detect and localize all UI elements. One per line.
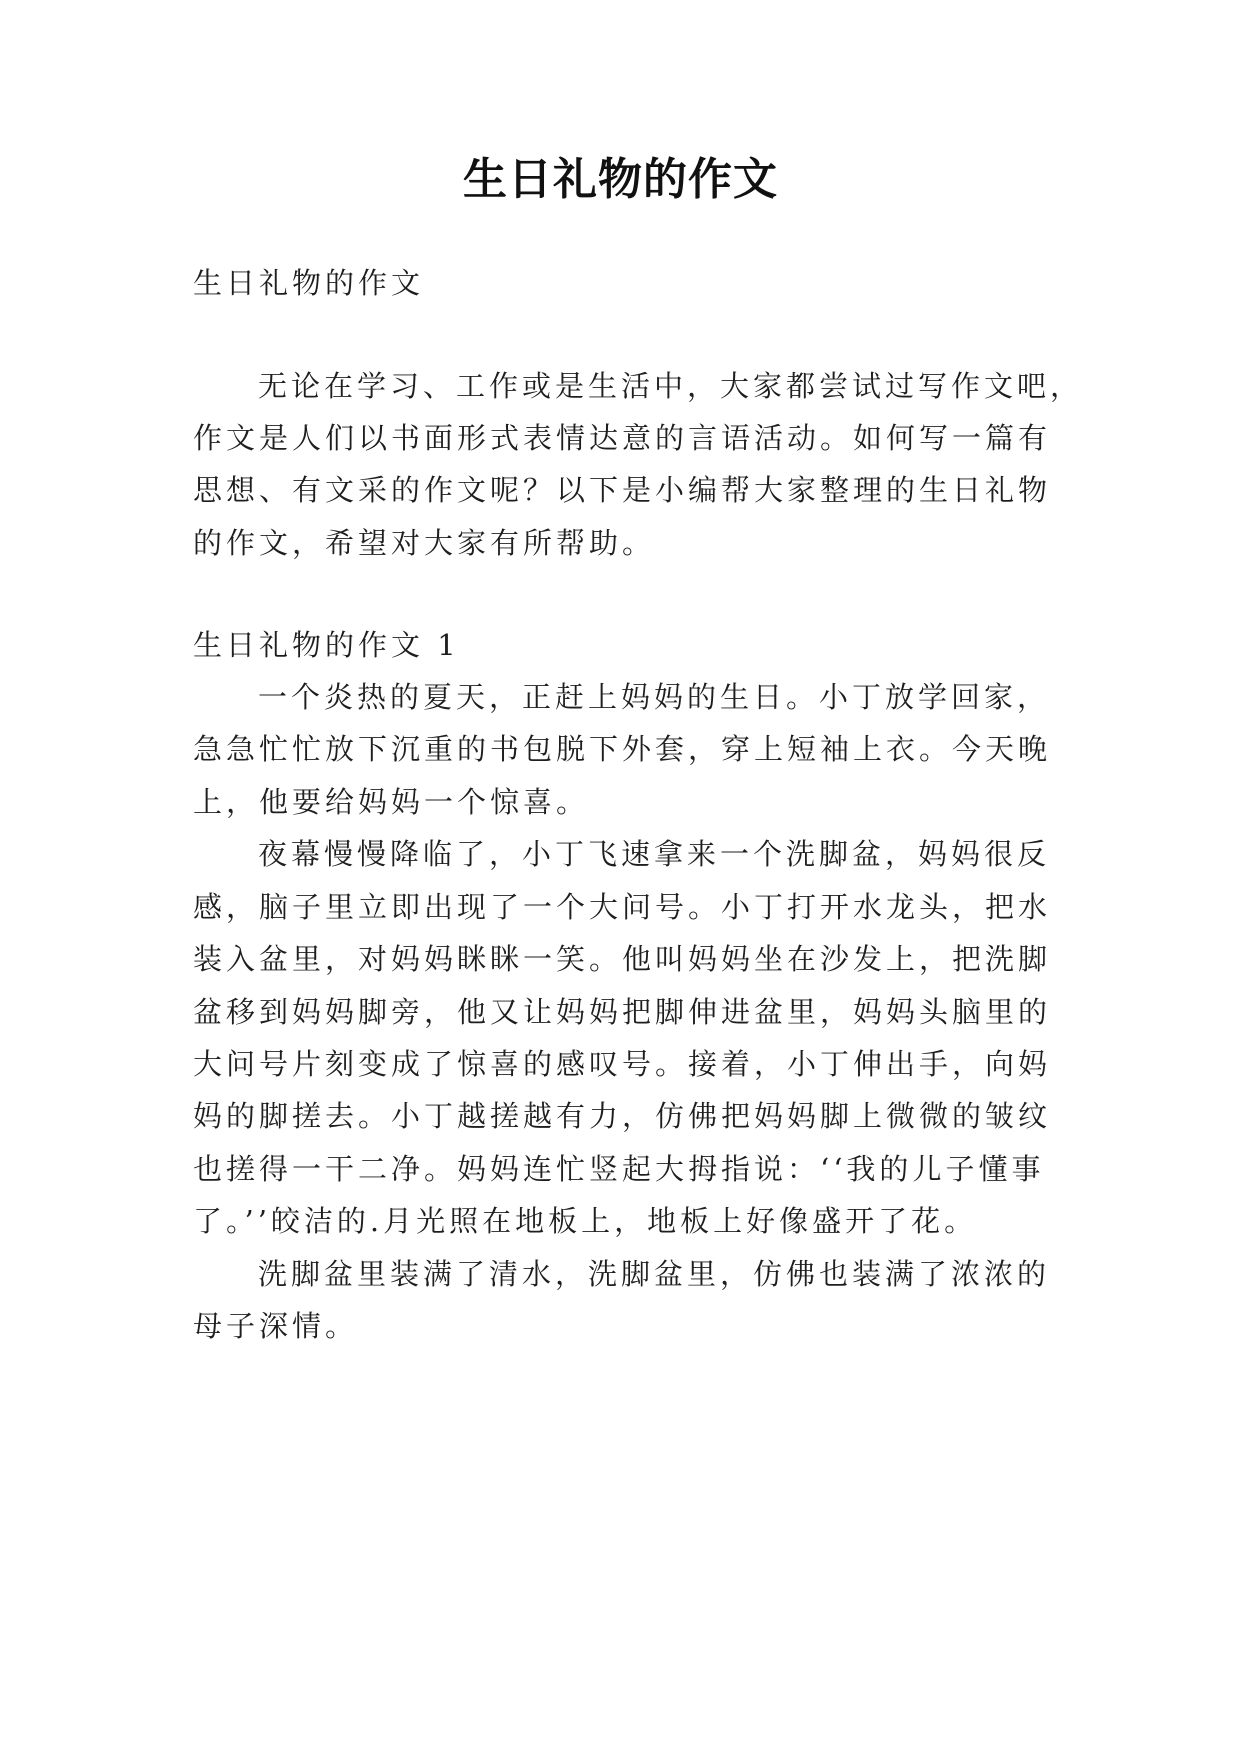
body-line: 感，脑子里立即出现了一个大问号。小丁打开水龙头，把水: [193, 890, 1052, 924]
body-line: 也搓得一干二净。妈妈连忙竖起大拇指说：‘‘我的儿子懂事: [193, 1152, 1045, 1186]
body-line: 装入盆里，对妈妈眯眯一笑。他叫妈妈坐在沙发上，把洗脚: [193, 942, 1052, 976]
body-line: 妈的脚搓去。小丁越搓越有力，仿佛把妈妈脚上微微的皱纹: [193, 1099, 1052, 1133]
document-subtitle: 生日礼物的作文: [193, 266, 425, 300]
body-line: 洗脚盆里装满了清水，洗脚盆里，仿佛也装满了浓浓的: [258, 1257, 1051, 1291]
body-line: 一个炎热的夏天，正赶上妈妈的生日。小丁放学回家，: [258, 680, 1051, 714]
body-line: 盆移到妈妈脚旁，他又让妈妈把脚伸进盆里，妈妈头脑里的: [193, 995, 1052, 1029]
intro-line: 的作文，希望对大家有所帮助。: [193, 526, 656, 560]
intro-line: 思想、有文采的作文呢？以下是小编帮大家整理的生日礼物: [193, 473, 1052, 507]
body-line: 夜幕慢慢降临了，小丁飞速拿来一个洗脚盆，妈妈很反: [258, 837, 1051, 871]
intro-line: 作文是人们以书面形式表情达意的言语活动。如何写一篇有: [193, 421, 1052, 455]
body-line: 母子深情。: [193, 1309, 359, 1343]
section-heading: 生日礼物的作文 1: [193, 628, 460, 662]
body-line: 上，他要给妈妈一个惊喜。: [193, 785, 590, 819]
body-line: 了。’’皎洁的.月光照在地板上，地板上好像盛开了花。: [193, 1204, 978, 1238]
intro-line: 无论在学习、工作或是生活中，大家都尝试过写作文吧，: [258, 369, 1084, 403]
document-title: 生日礼物的作文: [463, 154, 778, 205]
body-line: 急急忙忙放下沉重的书包脱下外套，穿上短袖上衣。今天晚: [193, 732, 1052, 766]
body-line: 大问号片刻变成了惊喜的感叹号。接着，小丁伸出手，向妈: [193, 1047, 1052, 1081]
